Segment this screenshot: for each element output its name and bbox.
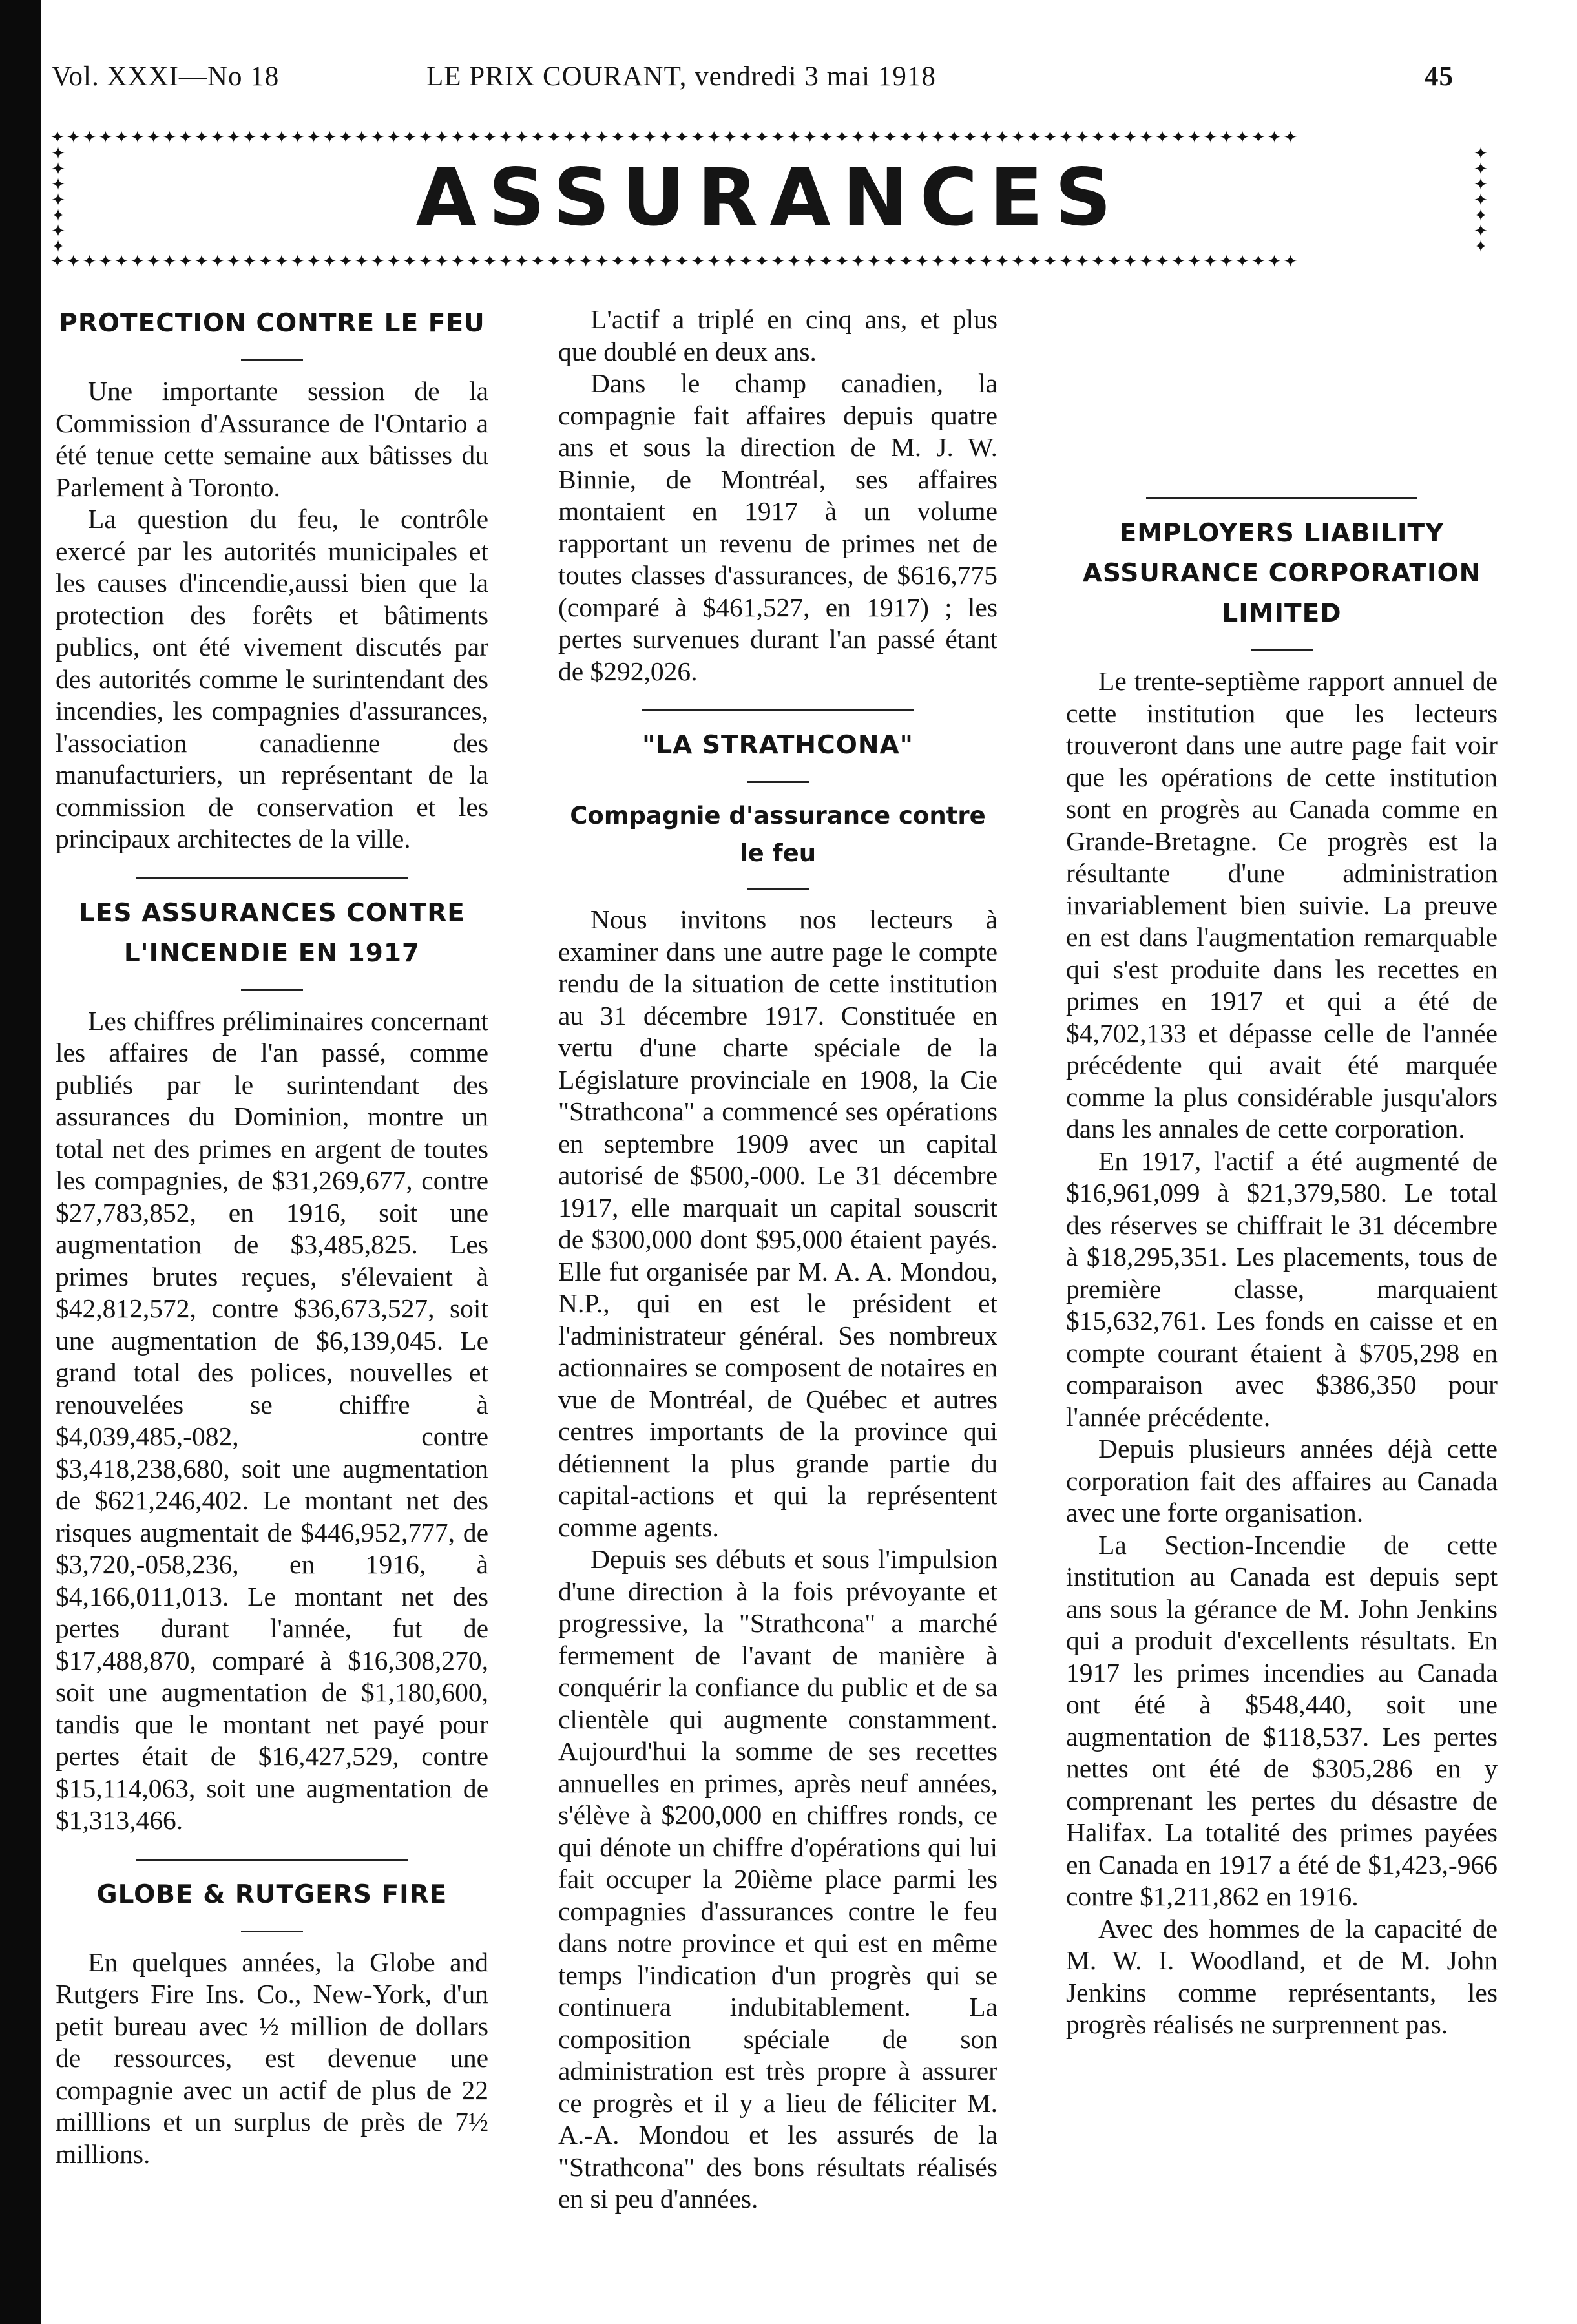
section-banner (50, 129, 1488, 270)
article-separator (136, 1859, 408, 1861)
article-subtitle-strathcona: Compagnie d'assurance contre le feu (570, 802, 986, 867)
article-paragraph: Depuis ses débuts et sous l'impulsion d'une direction à la fois prévoyante et progressive, la "Strathcona" a marché fermement de l'avant de manière à conquérir la confiance du public et de sa clientèle qui augmente constamment. Aujourd'hui la somme de ses recettes annuelles en primes, après neuf années, s'élève à $200,000 en chiffres ronds, ce qui dénote un chiffre d'opérations qui lui fait occuper la 20ième place parmi les compagnies d'assurances contre le feu dans notre province et qui est en même temps l'indication d'un progrès qui se continuera indubitablement. La composition spéciale de son administration est très propre à assurer ce progrès et il y a lieu de féliciter M. A.-A. Mondou et les assurés de la "Strathcona" des bons résultats réalisés en si peu d'années. (558, 1544, 997, 2214)
volume-number: Vol. XXXI—No 18 (52, 61, 280, 92)
article-paragraph: En 1917, l'actif a été augmenté de $16,961,099 à $21,379,580. Le total des réserves se chiffrait le 31 décembre à $18,295,351. Les placements, tous de première classe, marquaient $15,632,761. Les fonds en caisse et en compte courant étaient à $705,298 en comparaison avec $386,350 pour l'année précédente. (1066, 1146, 1498, 1432)
article-paragraph: Dans le champ canadien, la compagnie fait affaires depuis quatre ans et sous la direction de M. J. W. Binnie, de Montréal, ses affaires montaient en 1917 à un volume rapportant un revenu de primes net de toutes classes d'assurances, de $616,775 (comparé à $461,527, en 1917) ; les pertes survenues durant l'an passé étant de $292,026. (558, 368, 997, 686)
article-title-protection: PROTECTION CONTRE LE FEU (59, 309, 485, 338)
title-rule (1251, 649, 1313, 651)
article-separator (642, 709, 914, 711)
title-rule (241, 1931, 303, 1932)
banner-ornament-left: ✦ ✦ ✦ ✦ ✦ ✦ ✦ (51, 146, 65, 253)
banner-ornament-top: ✦✦✦✦✦✦✦✦✦✦✦✦✦✦✦✦✦✦✦✦✦✦✦✦✦✦✦✦✦✦✦✦✦✦✦✦✦✦✦✦✦✦✦✦✦✦✦✦✦✦✦✦✦✦✦✦✦✦✦✦✦✦✦✦✦✦✦✦✦✦✦✦✦✦✦✦✦✦ (50, 129, 1300, 146)
article-paragraph: En quelques années, la Globe and Rutgers Fire Ins. Co., New-York, d'un petit bureau avec ½ million de dollars de ressources, est devenue une compagnie avec un actif de plus de 22 milllions et un surplus de près de 7½ millions. (56, 1947, 488, 2169)
running-header (52, 61, 1454, 99)
article-title-strathcona: "LA STRATHCONA" (642, 731, 914, 760)
banner-ornament-right: ✦ ✦ ✦ ✦ ✦ ✦ ✦ (1474, 146, 1488, 253)
article-paragraph: Depuis plusieurs années déjà cette corporation fait des affaires au Canada avec une forte organisation. (1066, 1434, 1498, 1527)
page-number: 45 (1425, 61, 1454, 92)
column-1 (56, 304, 488, 2170)
banner-ornament-bottom: ✦✦✦✦✦✦✦✦✦✦✦✦✦✦✦✦✦✦✦✦✦✦✦✦✦✦✦✦✦✦✦✦✦✦✦✦✦✦✦✦✦✦✦✦✦✦✦✦✦✦✦✦✦✦✦✦✦✦✦✦✦✦✦✦✦✦✦✦✦✦✦✦✦✦✦✦✦✦ (50, 253, 1300, 270)
article-title-globe: GLOBE & RUTGERS FIRE (96, 1879, 448, 1909)
article-paragraph: Nous invitons nos lecteurs à examiner dans une autre page le compte rendu de la situation de cette institution au 31 décembre 1917. Constituée en vertu d'une charte spéciale de la Législature provinciale en 1908, la Cie "Strathcona" a commencé ses opérations en septembre 1909 avec un capital autorisé de $500,-000. Le 31 décembre 1917, elle marquait un capital souscrit de $300,000 dont $95,000 étaient payés. Elle fut organisée par M. A. A. Mondou, N.P., qui en est le président et l'administrateur général. Ses nombreux actionnaires se composent de notaires en vue de Montréal, de Québec et autres centres importants de la province qui détiennent la plus grande partie du capital-actions et qui la représentent comme agents. (558, 905, 997, 1542)
article-paragraph: Avec des hommes de la capacité de M. W. I. Woodland, et de M. John Jenkins comme représentants, les progrès réalisés ne surprennent pas. (1066, 1913, 1498, 2039)
column-3 (1066, 304, 1498, 2041)
article-paragraph: Les chiffres préliminaires concernant les affaires de l'an passé, comme publiés par le surintendant des assurances du Dominion, montre un total net des primes en argent de toutes les compagnies, de $31,269,677, contre $27,783,852, en 1916, soit une augmentation de $3,485,825. Les primes brutes reçues, s'élevaient à $42,812,572, contre $36,673,527, soit une augmentation de $6,139,045. Le grand total des polices, nouvelles et renouvelées se chiffre à $4,039,485,-082, contre $3,418,238,680, soit une augmentation de $621,246,402. Le montant net des risques augmentait de $446,952,777, de $3,720,-058,236, en 1916, à $4,166,011,013. Le montant net des pertes durant l'année, fut de $17,488,870, comparé à $16,308,270, soit une augmentation de $1,180,600, tandis que le montant net payé pour pertes était de $16,427,529, contre $15,114,063, soit une augmentation de $1,313,466. (56, 1005, 488, 1835)
article-separator (136, 877, 408, 879)
title-rule (241, 359, 303, 361)
article-title-incendie: LES ASSURANCES CONTRE L'INCENDIE EN 1917 (79, 898, 465, 968)
column-2 (558, 304, 997, 2215)
article-paragraph: Une importante session de la Commission d'Assurance de l'Ontario a été tenue cette semaine aux bâtisses du Parlement à Toronto. (56, 376, 488, 502)
page-spine-edge (0, 0, 41, 2324)
article-paragraph: La Section-Incendie de cette institution au Canada est depuis sept ans sous la gérance de M. John Jenkins qui a produit d'excellents résultats. En 1917 les primes incendies au Canada ont été à $548,440, soit une augmentation de $118,537. Les pertes nettes ont été de $305,286 en y comprenant les pertes du désastre de Halifax. La totalité des primes payées en Canada en 1917 a été de $1,423,-966 contre $1,211,862 en 1916. (1066, 1529, 1498, 1911)
title-rule (747, 781, 809, 783)
section-title: ASSURANCES (415, 152, 1123, 244)
title-rule (747, 888, 809, 890)
article-paragraph: Le trente-septième rapport annuel de cette institution que les lecteurs trouveront dans une autre page fait voir que les opérations de cette institution sont en progrès au Canada comme en Grande-Bretagne. Ce progrès est la résultante d'une administration invariablement bien suivie. La preuve en est dans l'augmentation remarquable qui s'est produite dans les recettes en primes en 1917 et qui a été de $4,702,133 et dépasse celle de l'année précédente qui avait été marquée comme la plus considérable jusqu'alors dans les annales de cette corporation. (1066, 666, 1498, 1144)
article-separator (1146, 497, 1417, 499)
article-paragraph: La question du feu, le contrôle exercé par les autorités municipales et les causes d'incendie,aussi bien que la protection des forêts et bâtiments publics, ont été vivement discutés par des autorités comme le surintendant des incendies, les compagnies d'assurances, l'association canadienne des manufacturiers, un représentant de la commission de conservation et les principaux architectes de la ville. (56, 504, 488, 853)
article-paragraph: L'actif a triplé en cinq ans, et plus que doublé en deux ans. (558, 304, 997, 366)
publication-date-line: LE PRIX COURANT, vendredi 3 mai 1918 (426, 61, 936, 92)
article-title-employers: EMPLOYERS LIABILITY ASSURANCE CORPORATION LIMITED (1082, 519, 1481, 628)
title-rule (241, 989, 303, 991)
